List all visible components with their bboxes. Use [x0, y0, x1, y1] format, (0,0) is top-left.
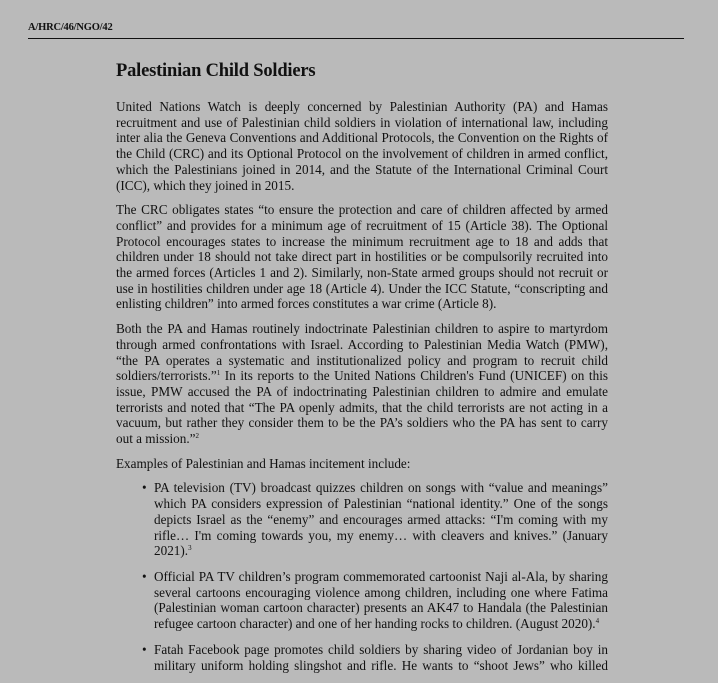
list-item-text: Official PA TV children’s program commemorated cartoonist Naji al-Ala, by sharing several cartoons encouraging violence among children, including one where Fatima (Palestinian woman cartoon character) presents an AK47 to Handala (the Palestinian refugee cartoon character) and one of her handing rocks to children. (August 2020).: [154, 568, 608, 632]
document-symbol: A/HRC/46/NGO/42: [28, 22, 113, 33]
footnote-ref-3[interactable]: 3: [188, 544, 192, 553]
paragraph-text: The CRC obligates states “to ensure the protection and care of children affected by armed conflict” and provides for a minimum age of recruitment of 15 (Article 38). The Optional Protocol encourages states to increase the minimum recruitment age to 18 and adds that children under 18 should not take direct part in hostilities or be compulsorily recruited into the armed forces (Articles 1 and 2). Similarly, non-State armed groups should not recruit or use in hostilities children under age 18 (Article 4). Under the ICC Statute, “conscripting and enlisting children” into armed forces constitutes a war crime (Article 8).: [116, 202, 608, 312]
paragraph-indoctrination: [116, 321, 608, 447]
bullet-icon: •: [142, 480, 147, 496]
paragraph-text: In its reports to the United Nations Children's Fund (UNICEF) on this issue, PMW accused the PA of indoctrinating Palestinian children to admire and emulate terrorists and noted that “The PA openly admits, that the child terrorists are not acting in a vacuum, but rather they consider them to be the PA’s soldiers who the PA has sent to carry out a mission.”: [116, 368, 608, 447]
footnote-ref-2[interactable]: 2: [195, 432, 199, 441]
bullet-icon: •: [142, 641, 147, 657]
paragraph-crc: [116, 202, 608, 312]
list-item: [142, 641, 608, 673]
footnote-ref-4[interactable]: 4: [595, 617, 600, 626]
list-item-text: PA television (TV) broadcast quizzes children on songs with “value and meanings” which PA considers expression of Palestinian “national identity.” One of the songs depicts Israel as the “enemy” and encourages armed attacks: “I'm coming with my rifle… I'm coming towards you, my enemy… with cleavers and knives.” (January 2021).: [154, 480, 608, 559]
footnote-ref-1[interactable]: 1: [216, 369, 221, 378]
paragraph-text: Examples of Palestinian and Hamas incitement include:: [116, 455, 411, 471]
paragraph-text: Both the PA and Hamas routinely indoctrinate Palestinian children to aspire to martyrdom through armed confrontations with Israel. According to Palestinian Media Watch (PMW), “the PA operates a systematic and institutionalized policy and program to recruit child soldiers/terrorists.”: [116, 321, 608, 384]
list-item: [142, 480, 608, 559]
incitement-examples-list: [116, 480, 608, 673]
paragraph-text: United Nations Watch is deeply concerned by Palestinian Authority (PA) and Hamas recruitment and use of Palestinian child soldiers in violation of international law, including inter alia the Geneva Conventions and Additional Protocols, the Convention on the Rights of the Child (CRC) and its Optional Protocol on the involvement of children in armed conflict, which the Palestinians joined in 2014, and the Statute of the International Criminal Court (ICC), which they joined in 2015.: [116, 99, 608, 193]
document-title: Palestinian Child Soldiers: [116, 61, 316, 81]
bullet-icon: •: [142, 568, 147, 584]
list-item-text: Fatah Facebook page promotes child soldiers by sharing video of Jordanian boy in military uniform holding slingshot and rifle. He wants to “shoot Jews” who killed: [154, 641, 608, 673]
paragraph-intro: [116, 99, 608, 193]
document-body: [116, 60, 608, 683]
list-item: [142, 568, 608, 632]
header-divider: [28, 38, 684, 39]
paragraph-examples-intro: [116, 456, 608, 472]
